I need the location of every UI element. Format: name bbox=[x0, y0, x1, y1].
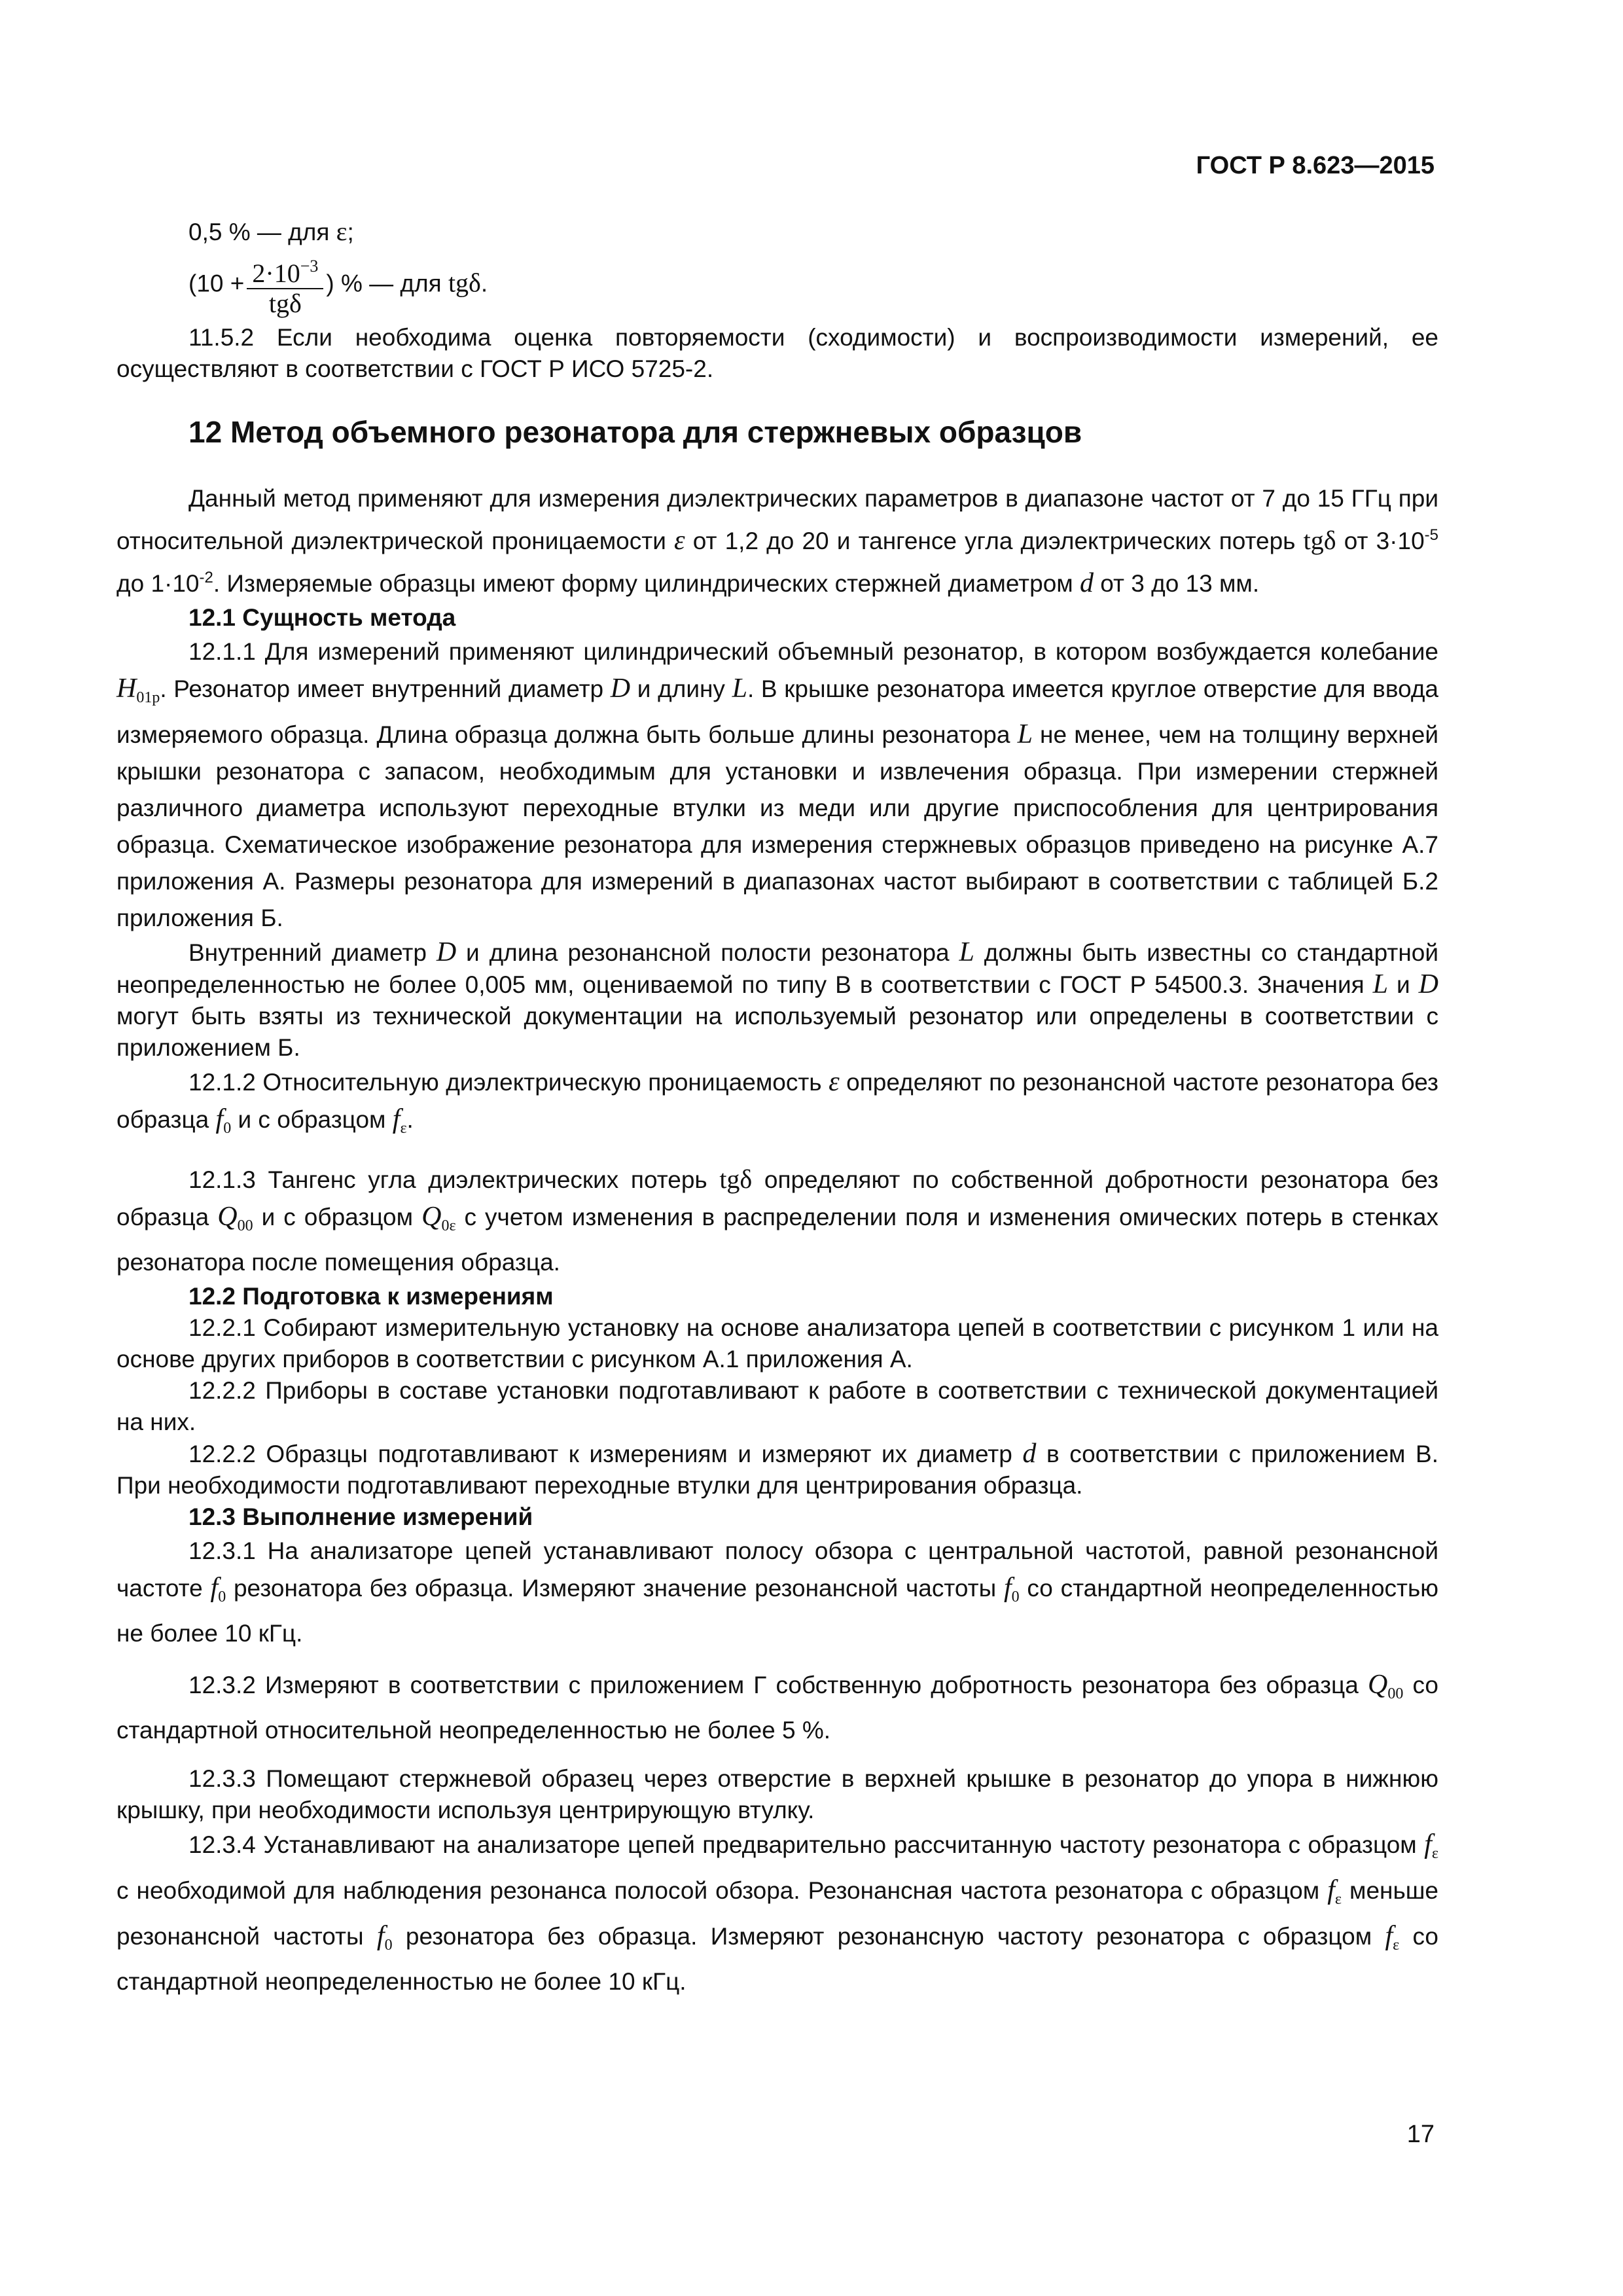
paragraph-text: в соответствии с приложением В. При необходимости подготавливают переходные втулки для центрирования образца. bbox=[116, 1441, 1438, 1499]
paragraph-text: с учетом изменения в распределении поля и изменения омических потерь в стенках резонатора после помещения образца. bbox=[116, 1204, 1438, 1276]
subscript: ε bbox=[1334, 1891, 1342, 1908]
paragraph-12-2-2b bbox=[116, 1438, 1438, 1501]
subscript: 01p bbox=[136, 689, 160, 706]
symbol-f: f bbox=[392, 1104, 401, 1134]
symbol-Q: Q bbox=[217, 1202, 238, 1232]
paragraph-12-1-3 bbox=[116, 1161, 1438, 1281]
paragraph-11-5-2: 11.5.2 Если необходима оценка повторяемости (сходимости) и воспроизводимости измерений, ее осуществляют в соответствии с ГОСТ Р ИСО 5725-2. bbox=[116, 324, 1438, 382]
symbol-D: D bbox=[610, 673, 631, 704]
section-12-intro bbox=[116, 480, 1438, 602]
paragraph-text: 12.3.2 Измеряют в соответствии с приложением Г собственную добротность резонатора без образца bbox=[188, 1672, 1368, 1698]
paragraph-text: . В крышке резонатора имеется круглое отверстие для ввода измеряемого образца. Длина образца должна быть больше длины резонатора bbox=[116, 675, 1439, 748]
symbol-H: H bbox=[116, 673, 137, 704]
symbol-d: d bbox=[1022, 1439, 1037, 1469]
subscript: 00 bbox=[237, 1217, 253, 1234]
paragraph-text: и с образцом bbox=[231, 1106, 393, 1133]
intro-text: от 1,2 до 20 и тангенсе угла диэлектрических потерь bbox=[685, 528, 1304, 554]
formula-text: 0,5 % — для bbox=[188, 219, 336, 245]
paragraph-text: могут быть взяты из технической документации на используемый резонатор или определены в соответствии с приложением Б. bbox=[116, 1003, 1438, 1061]
symbol-d: d bbox=[1079, 568, 1094, 598]
paragraph-text: 12.3.1 На анализаторе цепей устанавливают полосу обзора с центральной частотой, равной резонансной частоте bbox=[116, 1537, 1438, 1602]
paragraph-text: и длина резонансной полости резонатора bbox=[456, 939, 959, 966]
formula-line-epsilon bbox=[188, 216, 1438, 248]
fraction-numerator bbox=[247, 252, 323, 289]
paragraph-text: . Резонатор имеет внутренний диаметр bbox=[160, 675, 611, 702]
subscript: 0ε bbox=[441, 1217, 456, 1234]
page-number: 17 bbox=[1406, 2121, 1435, 2148]
symbol-epsilon: ε bbox=[674, 526, 685, 556]
paragraph-12-1-1-cont bbox=[116, 937, 1438, 1064]
paragraph-text: определяют по собственной добротности резонатора без образца bbox=[116, 1166, 1438, 1230]
subscript: ε bbox=[1393, 1937, 1400, 1954]
formula-line-tgdelta bbox=[188, 252, 1438, 318]
paragraph-text: и с образцом bbox=[253, 1204, 422, 1230]
page-body bbox=[116, 216, 1438, 2000]
formula-text: ) % — для bbox=[326, 270, 448, 297]
symbol-f: f bbox=[1003, 1573, 1012, 1603]
subsection-12-1-title: 12.1 Сущность метода bbox=[188, 604, 456, 631]
symbol-L: L bbox=[959, 937, 974, 967]
numerator-exponent: −3 bbox=[300, 257, 319, 276]
symbol-epsilon: ε bbox=[829, 1067, 840, 1097]
paragraph-text: со стандартной неопределенностью не более 10 кГц. bbox=[116, 1575, 1438, 1647]
symbol-L: L bbox=[1372, 969, 1389, 999]
symbol-f: f bbox=[376, 1921, 385, 1951]
symbol-Q: Q bbox=[421, 1202, 442, 1232]
symbol-D: D bbox=[436, 937, 457, 967]
subsection-12-2-title: 12.2 Подготовка к измерениям bbox=[188, 1283, 554, 1310]
symbol-L: L bbox=[732, 673, 747, 704]
paragraph-text: 12.1.2 Относительную диэлектрическую проницаемость bbox=[188, 1069, 829, 1096]
formula-text: ; bbox=[347, 219, 354, 245]
paragraph-12-1-1 bbox=[116, 634, 1438, 937]
paragraph-text: со стандартной относительной неопределенностью не более 5 %. bbox=[116, 1672, 1438, 1744]
paragraph-text: определяют по резонансной частоте резонатора без образца bbox=[116, 1069, 1439, 1133]
intro-text: от 3·10 bbox=[1336, 528, 1425, 554]
subscript: 0 bbox=[1011, 1588, 1020, 1605]
formula-symbol: ε bbox=[336, 217, 348, 246]
subscript: 0 bbox=[223, 1120, 232, 1137]
symbol-f: f bbox=[210, 1573, 219, 1603]
symbol-Q: Q bbox=[1367, 1670, 1388, 1700]
formula-text: (10 + bbox=[188, 270, 245, 297]
paragraph-12-3-4 bbox=[116, 1826, 1438, 2000]
paragraph-text: 12.2.2 Образцы подготавливают к измерениям и измеряют их диаметр bbox=[188, 1441, 1023, 1467]
symbol-D: D bbox=[1418, 969, 1439, 999]
paragraph-text: должны быть известны со стандартной неопределенностью не более 0,005 мм, оцениваемой по типу В в соответствии с ГОСТ Р 54500.3. Значения bbox=[116, 939, 1438, 998]
paragraph-text: резонатора без образца. Измеряют резонансную частоту резонатора с образцом bbox=[392, 1923, 1385, 1950]
paragraph-text: 12.1.1 Для измерений применяют цилиндрический объемный резонатор, в котором возбуждается колебание bbox=[188, 638, 1438, 665]
symbol-f: f bbox=[215, 1104, 224, 1134]
intro-text: от 3 до 13 мм. bbox=[1093, 570, 1260, 597]
subscript: 0 bbox=[218, 1588, 226, 1605]
fraction-denominator: tgδ bbox=[268, 289, 302, 318]
paragraph-text: резонатора без образца. Измеряют значение резонансной частоты bbox=[226, 1575, 1004, 1602]
subsection-12-3-title: 12.3 Выполнение измерений bbox=[188, 1503, 533, 1530]
paragraph-12-3-2 bbox=[116, 1666, 1438, 1749]
paragraph-text: с необходимой для наблюдения резонанса полосой обзора. Резонансная частота резонатора с образцом bbox=[116, 1877, 1328, 1904]
paragraph-text: 12.1.3 Тангенс угла диэлектрических потерь bbox=[188, 1166, 720, 1193]
paragraph-text: Внутренний диаметр bbox=[188, 939, 437, 966]
paragraph-text: 12.3.4 Устанавливают на анализаторе цепей предварительно рассчитанную частоту резонатора с образцом bbox=[188, 1831, 1425, 1858]
section-12-heading: 12 Метод объемного резонатора для стержневых образцов bbox=[188, 415, 1082, 449]
numerator-text: 2·10 bbox=[252, 259, 300, 288]
symbol-tgdelta: tgδ bbox=[1303, 526, 1336, 555]
paragraph-text: не менее, чем на толщину верхней крышки резонатора с запасом, необходимым для установки и извлечения образца. При измерении стержней различного диаметра используют переходные втулки из меди или другие приспособления для центрирования образца. Схематическое изображение резонатора для измерения стержневых образцов приведено на рисунке А.7 приложения А. Размеры резонатора для измерений в диапазонах частот выбирают в соответствии с таблицей Б.2 приложения Б. bbox=[116, 721, 1438, 931]
symbol-f: f bbox=[1327, 1875, 1335, 1905]
paragraph-text: со стандартной неопределенностью не более 10 кГц. bbox=[116, 1923, 1439, 1995]
symbol-L: L bbox=[1017, 719, 1033, 749]
exponent: -5 bbox=[1424, 526, 1438, 544]
document-code-header: ГОСТ Р 8.623—2015 bbox=[1196, 152, 1435, 179]
subscript: 00 bbox=[1387, 1685, 1404, 1702]
paragraph-text: и bbox=[1388, 971, 1419, 998]
formula-symbol: tgδ bbox=[448, 268, 481, 298]
subscript: ε bbox=[400, 1120, 407, 1137]
intro-text: . Измеряемые образцы имеют форму цилиндрических стержней диаметром bbox=[213, 570, 1080, 597]
paragraph-12-3-3: 12.3.3 Помещают стержневой образец через отверстие в верхней крышке в резонатор до упора в нижнюю крышку, при необходимости используя центрирующую втулку. bbox=[116, 1765, 1438, 1823]
formula-fraction bbox=[247, 252, 323, 318]
symbol-f: f bbox=[1424, 1829, 1432, 1859]
intro-text: Данный метод применяют для измерения диэлектрических параметров в диапазоне частот от 7 до 15 ГГц при относительной диэлектрической проницаемости bbox=[116, 485, 1438, 554]
formula-text: . bbox=[480, 270, 488, 297]
intro-text: до 1·10 bbox=[116, 570, 200, 597]
paragraph-text: и длину bbox=[630, 675, 732, 702]
exponent: -2 bbox=[199, 569, 213, 586]
paragraph-12-3-1 bbox=[116, 1533, 1438, 1652]
paragraph-12-1-2 bbox=[116, 1064, 1438, 1147]
subscript: ε bbox=[1431, 1845, 1438, 1862]
paragraph-text: . bbox=[406, 1106, 414, 1133]
symbol-tgdelta: tgδ bbox=[719, 1164, 753, 1194]
paragraph-12-2-1: 12.2.1 Собирают измерительную установку на основе анализатора цепей в соответствии с рисунком 1 или на основе других приборов в соответствии с рисунком А.1 приложения А. bbox=[116, 1314, 1438, 1372]
symbol-f: f bbox=[1385, 1921, 1393, 1951]
paragraph-text: меньше резонансной частоты bbox=[116, 1877, 1438, 1950]
subscript: 0 bbox=[384, 1937, 393, 1954]
paragraph-12-2-2: 12.2.2 Приборы в составе установки подготавливают к работе в соответствии с технической документацией на них. bbox=[116, 1377, 1438, 1435]
